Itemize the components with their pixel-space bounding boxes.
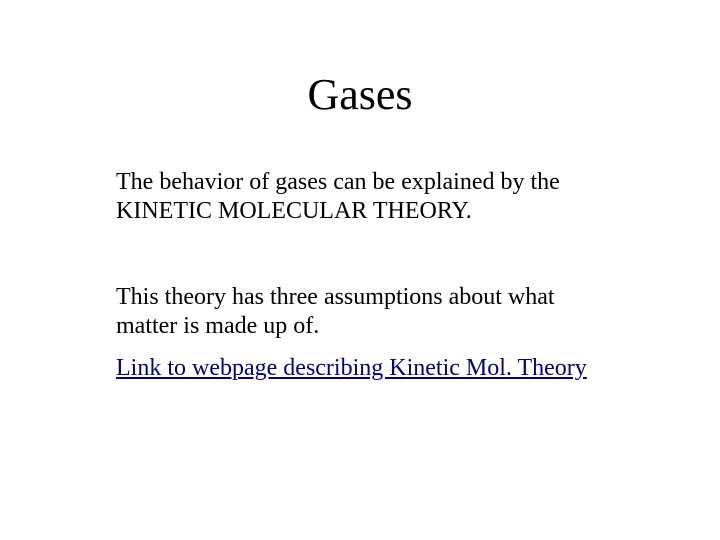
slide-title: Gases	[307, 70, 413, 119]
body-paragraph-behavior: The behavior of gases can be explained by the KINETIC MOLECULAR THEORY.	[116, 169, 560, 224]
body-paragraph-assumptions: This theory has three assumptions about what matter is made up of.	[116, 284, 555, 339]
kinetic-theory-link[interactable]: Link to webpage describing Kinetic Mol. Theory	[116, 355, 587, 381]
